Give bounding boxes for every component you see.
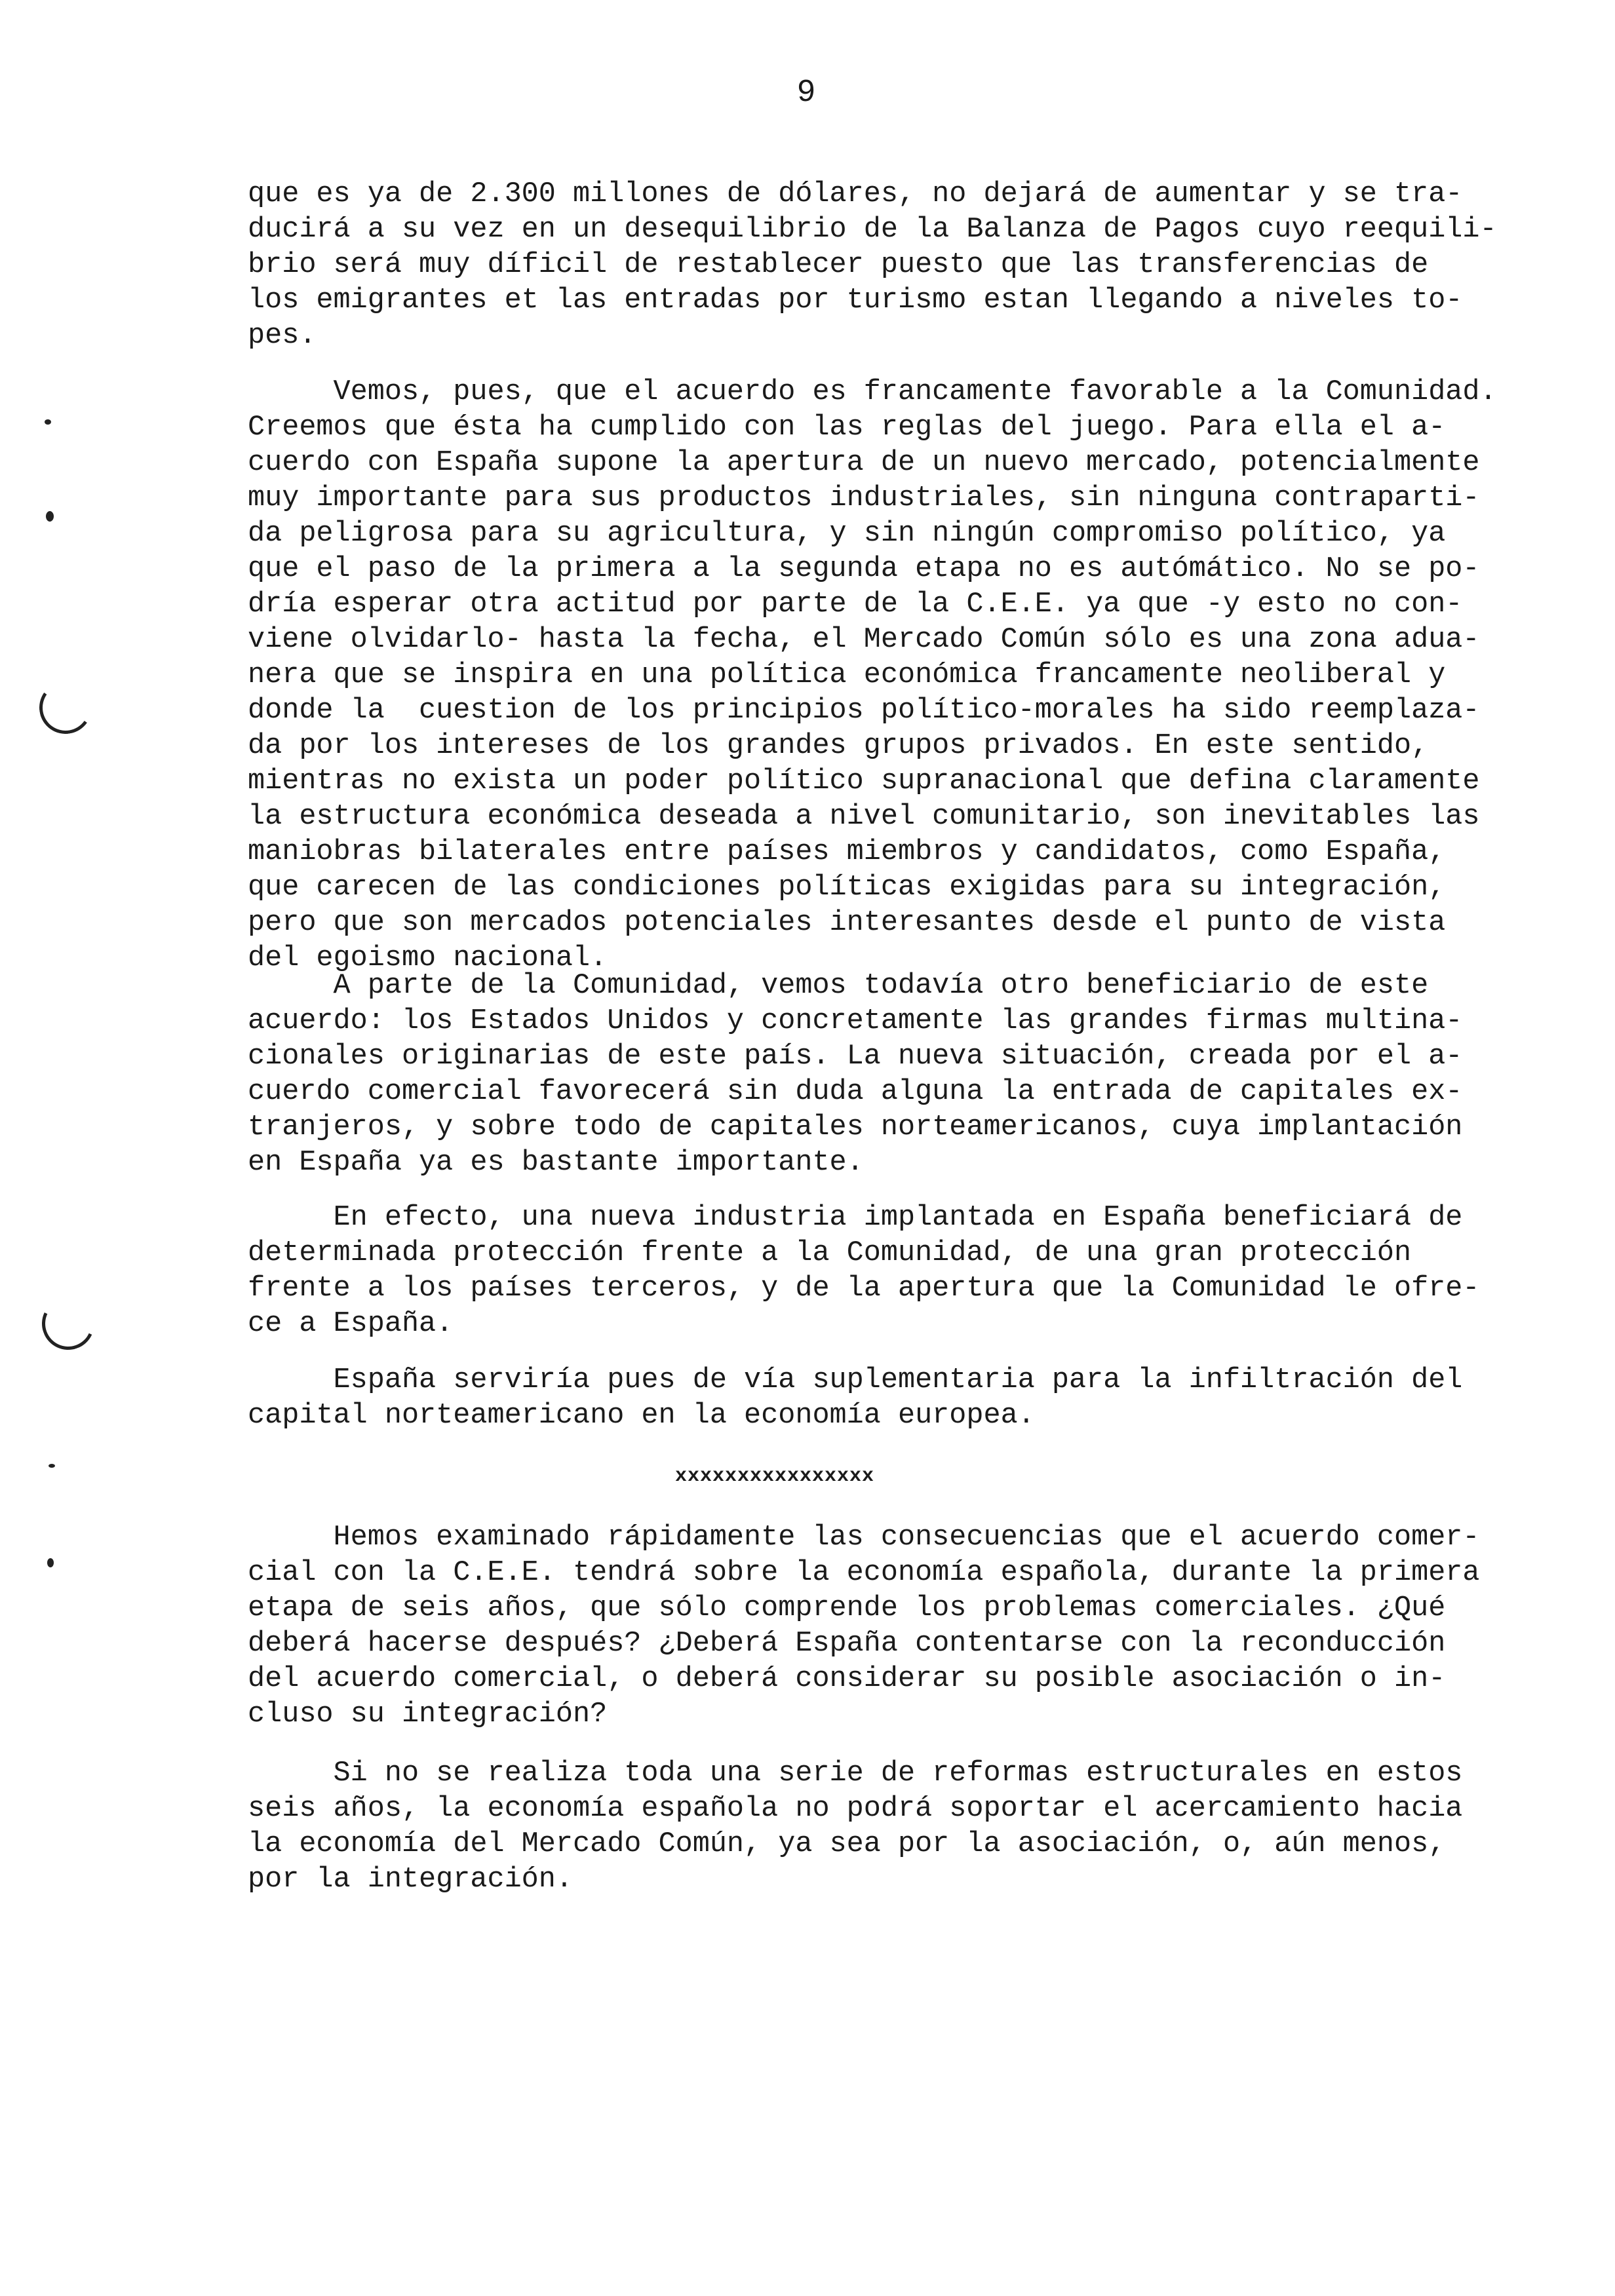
text-line: muy importante para sus productos industriales, sin ninguna contraparti- — [248, 482, 1480, 514]
paragraph-6 — [248, 1520, 1546, 1732]
text-line: España serviría pues de vía suplementaria para la infiltración del — [248, 1364, 1463, 1396]
text-line: del acuerdo comercial, o deberá considerar su posible asociación o in- — [248, 1663, 1446, 1695]
text-line: cionales originarias de este país. La nueva situación, creada por el a- — [248, 1041, 1463, 1073]
text-line: Hemos examinado rápidamente las consecuencias que el acuerdo comer- — [248, 1521, 1480, 1554]
paragraph-4 — [248, 1200, 1546, 1342]
text-line: la estructura económica deseada a nivel comunitario, son inevitables las — [248, 801, 1480, 833]
text-line: capital norteamericano en la economía europea. — [248, 1400, 1035, 1432]
text-line: deberá hacerse después? ¿Deberá España contentarse con la reconducción — [248, 1628, 1446, 1660]
text-line: Vemos, pues, que el acuerdo es francamente favorable a la Comunidad. — [248, 376, 1497, 408]
page-number: 9 — [796, 75, 816, 111]
text-line: da por los intereses de los grandes grupos privados. En este sentido, — [248, 730, 1429, 762]
text-line: cuerdo comercial favorecerá sin duda alguna la entrada de capitales ex- — [248, 1076, 1463, 1108]
text-line: cuerdo con España supone la apertura de un nuevo mercado, potencialmente — [248, 447, 1480, 479]
paragraph-7 — [248, 1756, 1546, 1898]
text-line: Si no se realiza toda una serie de reformas estructurales en estos — [248, 1757, 1463, 1789]
text-line: mientras no exista un poder político supranacional que defina claramente — [248, 765, 1480, 797]
paragraph-5 — [248, 1363, 1546, 1434]
text-line: cial con la C.E.E. tendrá sobre la economía española, durante la primera — [248, 1557, 1480, 1589]
margin-arc — [35, 1290, 102, 1358]
text-line: los emigrantes et las entradas por turismo estan llegando a niveles to- — [248, 284, 1463, 316]
text-line: viene olvidarlo- hasta la fecha, el Mercado Común sólo es una zona adua- — [248, 624, 1480, 656]
margin-dot — [49, 1464, 55, 1468]
paragraph-3 — [248, 968, 1546, 1181]
margin-dot — [47, 1558, 54, 1567]
text-line: que el paso de la primera a la segunda etapa no es autómático. No se po- — [248, 553, 1480, 585]
text-line: brio será muy díficil de restablecer puesto que las transferencias de — [248, 249, 1429, 281]
text-line: ducirá a su vez en un desequilibrio de la Balanza de Pagos cuyo reequili- — [248, 214, 1497, 246]
text-line: Creemos que ésta ha cumplido con las reglas del juego. Para ella el a- — [248, 411, 1446, 444]
margin-arc — [35, 678, 96, 738]
text-line: maniobras bilaterales entre países miembros y candidatos, como España, — [248, 836, 1446, 868]
margin-dot — [45, 419, 51, 425]
text-line: la economía del Mercado Común, ya sea por la asociación, o, aún menos, — [248, 1828, 1446, 1860]
text-line: donde la cuestion de los principios político-morales ha sido reemplaza- — [248, 695, 1480, 727]
text-line: en España ya es bastante importante. — [248, 1147, 864, 1179]
section-separator: xxxxxxxxxxxxxxxx — [675, 1465, 875, 1487]
margin-dot — [46, 511, 54, 522]
text-line: ce a España. — [248, 1308, 454, 1340]
text-line: cluso su integración? — [248, 1698, 608, 1731]
text-line: seis años, la economía española no podrá soportar el acercamiento hacia — [248, 1793, 1463, 1825]
text-line: A parte de la Comunidad, vemos todavía otro beneficiario de este — [248, 970, 1429, 1002]
text-line: En efecto, una nueva industria implantada en España beneficiará de — [248, 1202, 1463, 1234]
text-line: por la integración. — [248, 1864, 573, 1896]
text-line: pero que son mercados potenciales interesantes desde el punto de vista — [248, 907, 1446, 939]
text-line: del egoismo nacional. — [248, 942, 608, 974]
paragraph-2 — [248, 375, 1546, 976]
text-line: nera que se inspira en una política económica francamente neoliberal y — [248, 659, 1446, 691]
text-line: tranjeros, y sobre todo de capitales norteamericanos, cuya implantación — [248, 1111, 1463, 1143]
text-line: frente a los países terceros, y de la apertura que la Comunidad le ofre- — [248, 1272, 1480, 1305]
text-line: etapa de seis años, que sólo comprende los problemas comerciales. ¿Qué — [248, 1592, 1446, 1624]
text-line: que carecen de las condiciones políticas exigidas para su integración, — [248, 871, 1446, 904]
paragraph-1 — [248, 177, 1546, 354]
text-line: que es ya de 2.300 millones de dólares, no dejará de aumentar y se tra- — [248, 178, 1463, 210]
text-line: pes. — [248, 320, 317, 352]
text-line: da peligrosa para su agricultura, y sin ningún compromiso político, ya — [248, 518, 1446, 550]
text-line: acuerdo: los Estados Unidos y concretamente las grandes firmas multina- — [248, 1005, 1463, 1037]
text-line: dría esperar otra actitud por parte de la C.E.E. ya que -y esto no con- — [248, 588, 1463, 621]
text-line: determinada protección frente a la Comunidad, de una gran protección — [248, 1237, 1412, 1269]
